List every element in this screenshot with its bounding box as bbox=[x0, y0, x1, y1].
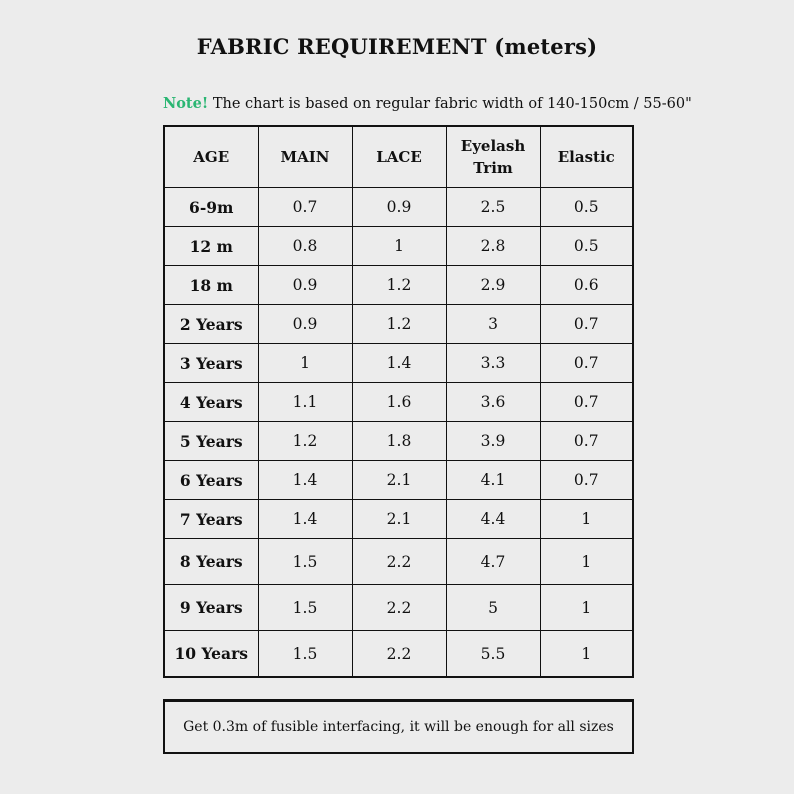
value-cell: 0.8 bbox=[258, 227, 352, 266]
age-cell: 12 m bbox=[164, 227, 258, 266]
page-title: FABRIC REQUIREMENT (meters) bbox=[196, 34, 598, 59]
value-cell: 0.7 bbox=[540, 461, 633, 500]
value-cell: 0.7 bbox=[540, 305, 633, 344]
value-cell: 0.5 bbox=[540, 188, 633, 227]
header-age: AGE bbox=[164, 126, 258, 188]
value-cell: 1 bbox=[540, 539, 633, 585]
age-cell: 4 Years bbox=[164, 383, 258, 422]
age-cell: 10 Years bbox=[164, 631, 258, 678]
value-cell: 3.6 bbox=[446, 383, 540, 422]
value-cell: 1 bbox=[352, 227, 446, 266]
table-row bbox=[164, 266, 633, 305]
value-cell: 4.7 bbox=[446, 539, 540, 585]
table-row bbox=[164, 500, 633, 539]
age-cell: 2 Years bbox=[164, 305, 258, 344]
value-cell: 0.7 bbox=[540, 422, 633, 461]
age-cell: 7 Years bbox=[164, 500, 258, 539]
value-cell: 2.9 bbox=[446, 266, 540, 305]
table-header-row bbox=[164, 126, 633, 188]
value-cell: 3.9 bbox=[446, 422, 540, 461]
age-cell: 6 Years bbox=[164, 461, 258, 500]
value-cell: 2.2 bbox=[352, 539, 446, 585]
value-cell: 0.6 bbox=[540, 266, 633, 305]
value-cell: 0.5 bbox=[540, 227, 633, 266]
value-cell: 1.2 bbox=[258, 422, 352, 461]
value-cell: 1.2 bbox=[352, 266, 446, 305]
value-cell: 2.5 bbox=[446, 188, 540, 227]
header-lace: LACE bbox=[352, 126, 446, 188]
value-cell: 1.5 bbox=[258, 631, 352, 678]
value-cell: 2.2 bbox=[352, 631, 446, 678]
table-row bbox=[164, 188, 633, 227]
header-elastic: Elastic bbox=[540, 126, 633, 188]
age-cell: 18 m bbox=[164, 266, 258, 305]
value-cell: 5 bbox=[446, 585, 540, 631]
age-cell: 3 Years bbox=[164, 344, 258, 383]
value-cell: 1.4 bbox=[258, 500, 352, 539]
age-cell: 8 Years bbox=[164, 539, 258, 585]
value-cell: 1.5 bbox=[258, 539, 352, 585]
note-text: The chart is based on regular fabric width of 140-150cm / 55-60" bbox=[208, 96, 692, 112]
value-cell: 3.3 bbox=[446, 344, 540, 383]
value-cell: 1.4 bbox=[352, 344, 446, 383]
value-cell: 4.4 bbox=[446, 500, 540, 539]
table-row bbox=[164, 227, 633, 266]
fabric-requirement-table bbox=[163, 125, 634, 678]
table-row bbox=[164, 631, 633, 678]
value-cell: 0.7 bbox=[540, 344, 633, 383]
value-cell: 0.7 bbox=[258, 188, 352, 227]
note-line bbox=[163, 95, 692, 112]
value-cell: 0.7 bbox=[540, 383, 633, 422]
value-cell: 4.1 bbox=[446, 461, 540, 500]
table-row bbox=[164, 585, 633, 631]
table-row bbox=[164, 383, 633, 422]
table-row bbox=[164, 344, 633, 383]
value-cell: 2.2 bbox=[352, 585, 446, 631]
value-cell: 1 bbox=[540, 500, 633, 539]
value-cell: 1.2 bbox=[352, 305, 446, 344]
value-cell: 1 bbox=[540, 631, 633, 678]
value-cell: 0.9 bbox=[258, 305, 352, 344]
value-cell: 5.5 bbox=[446, 631, 540, 678]
value-cell: 1.8 bbox=[352, 422, 446, 461]
header-eyelash-trim: Eyelash Trim bbox=[446, 126, 540, 188]
value-cell: 1.1 bbox=[258, 383, 352, 422]
value-cell: 3 bbox=[446, 305, 540, 344]
value-cell: 1.4 bbox=[258, 461, 352, 500]
table-row bbox=[164, 539, 633, 585]
age-cell: 9 Years bbox=[164, 585, 258, 631]
value-cell: 1.5 bbox=[258, 585, 352, 631]
age-cell: 5 Years bbox=[164, 422, 258, 461]
table-row bbox=[164, 305, 633, 344]
note-label: Note! bbox=[163, 95, 209, 112]
age-cell: 6-9m bbox=[164, 188, 258, 227]
table-row bbox=[164, 461, 633, 500]
value-cell: 1.6 bbox=[352, 383, 446, 422]
value-cell: 2.8 bbox=[446, 227, 540, 266]
value-cell: 1 bbox=[258, 344, 352, 383]
footer-note: Get 0.3m of fusible interfacing, it will be enough for all sizes bbox=[163, 699, 634, 754]
value-cell: 2.1 bbox=[352, 461, 446, 500]
value-cell: 1 bbox=[540, 585, 633, 631]
header-main: MAIN bbox=[258, 126, 352, 188]
value-cell: 0.9 bbox=[258, 266, 352, 305]
value-cell: 2.1 bbox=[352, 500, 446, 539]
value-cell: 0.9 bbox=[352, 188, 446, 227]
table-row bbox=[164, 422, 633, 461]
